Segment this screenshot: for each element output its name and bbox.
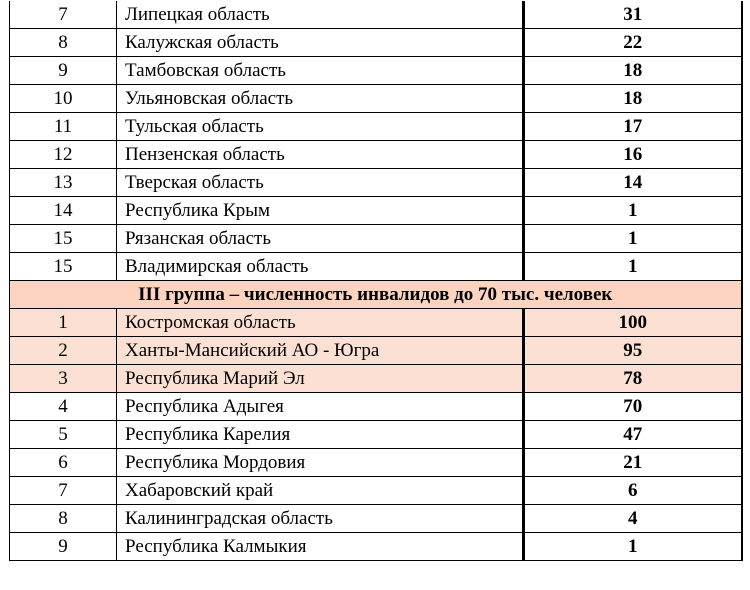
region-value: 18 [524,57,742,85]
region-value: 1 [524,533,742,561]
region-value: 70 [524,393,742,421]
group-header: III группа – численность инвалидов до 70 тыс. человек [10,281,742,309]
table-row [10,141,742,169]
table-row [10,449,742,477]
table-row [10,477,742,505]
region-value: 14 [524,169,742,197]
region-value: 16 [524,141,742,169]
region-name: Калужская область [117,29,524,57]
row-number: 10 [10,85,117,113]
row-number: 15 [10,253,117,281]
region-name: Липецкая область [117,1,524,29]
table-row [10,225,742,253]
region-name: Республика Адыгея [117,393,524,421]
row-number: 8 [10,505,117,533]
table-row [10,253,742,281]
region-name: Ульяновская область [117,85,524,113]
table-row [10,85,742,113]
region-name: Тульская область [117,113,524,141]
region-name: Республика Мордовия [117,449,524,477]
row-number: 5 [10,421,117,449]
row-number: 7 [10,477,117,505]
region-name: Ханты-Мансийский АО - Югра [117,337,524,365]
row-number: 3 [10,365,117,393]
region-name: Тамбовская область [117,57,524,85]
table-row [10,393,742,421]
region-value: 1 [524,253,742,281]
region-name: Тверская область [117,169,524,197]
row-number: 6 [10,449,117,477]
region-name: Республика Крым [117,197,524,225]
table-row [10,29,742,57]
region-value: 1 [524,197,742,225]
region-name: Республика Марий Эл [117,365,524,393]
table-row [10,57,742,85]
row-number: 4 [10,393,117,421]
region-name: Пензенская область [117,141,524,169]
table-row [10,113,742,141]
table-row [10,1,742,29]
region-name: Рязанская область [117,225,524,253]
region-name: Республика Калмыкия [117,533,524,561]
region-value: 18 [524,85,742,113]
row-number: 9 [10,57,117,85]
row-number: 11 [10,113,117,141]
group-header-row [10,281,742,309]
region-name: Костромская область [117,309,524,337]
table-row [10,197,742,225]
region-value: 100 [524,309,742,337]
region-value: 1 [524,225,742,253]
regions-table [9,1,743,561]
region-value: 95 [524,337,742,365]
region-name: Республика Карелия [117,421,524,449]
row-number: 12 [10,141,117,169]
row-number: 7 [10,1,117,29]
table-row [10,169,742,197]
row-number: 9 [10,533,117,561]
row-number: 15 [10,225,117,253]
row-number: 14 [10,197,117,225]
region-value: 47 [524,421,742,449]
row-number: 8 [10,29,117,57]
row-number: 13 [10,169,117,197]
table-row [10,533,742,561]
region-name: Хабаровский край [117,477,524,505]
region-value: 22 [524,29,742,57]
table-row [10,309,742,337]
region-value: 78 [524,365,742,393]
region-value: 17 [524,113,742,141]
region-value: 31 [524,1,742,29]
table-row [10,421,742,449]
region-value: 6 [524,477,742,505]
region-value: 21 [524,449,742,477]
region-name: Калининградская область [117,505,524,533]
table-row [10,505,742,533]
region-name: Владимирская область [117,253,524,281]
row-number: 1 [10,309,117,337]
region-value: 4 [524,505,742,533]
row-number: 2 [10,337,117,365]
table-row [10,337,742,365]
table-row [10,365,742,393]
